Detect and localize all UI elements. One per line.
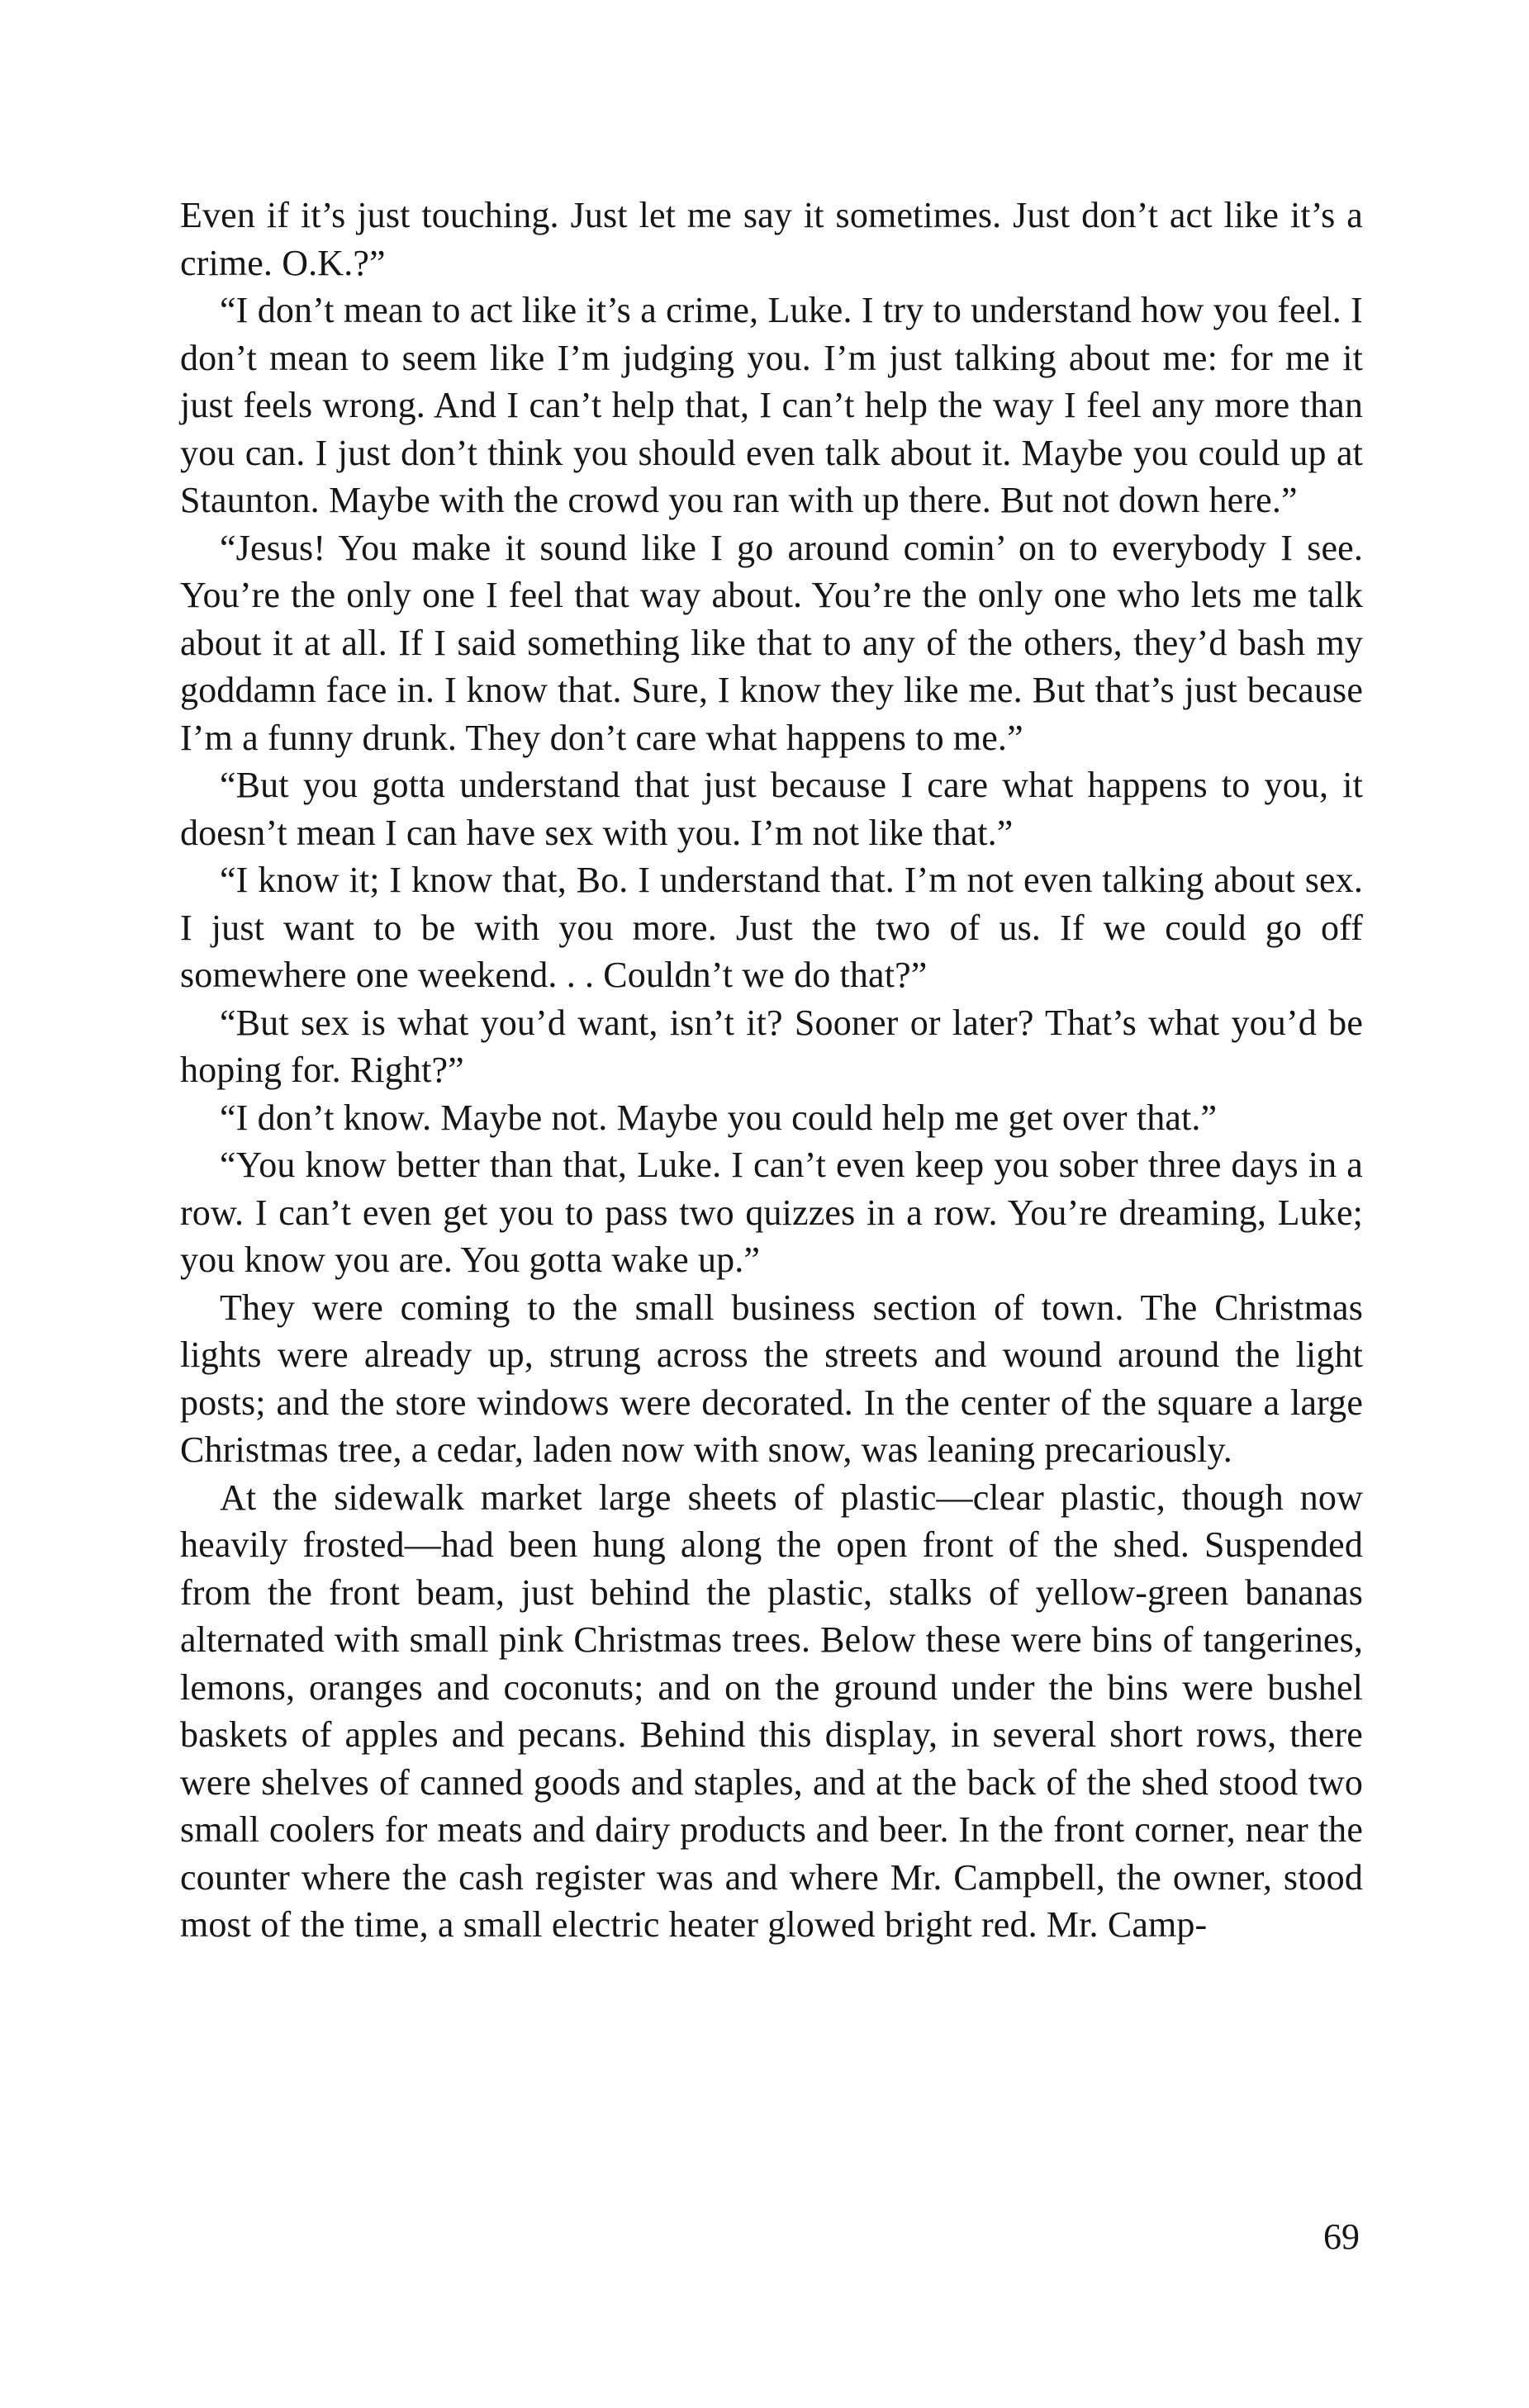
body-text [180,192,1363,1949]
paragraph: “Jesus! You make it sound like I go around comin’ on to everybody I see. You’re the only one I feel that way about. You’re the only one who lets me talk about it at all. If I said something like that to any of the others, they’d bash my goddamn face in. I know that. Sure, I know they like me. But that’s just because I’m a funny drunk. They don’t care what happens to me.” [180,527,1363,758]
paragraph: Even if it’s just touching. Just let me say it sometimes. Just don’t act like it’s a crime. O.K.?” [180,195,1363,283]
paragraph: “I don’t mean to act like it’s a crime, Luke. I try to understand how you feel. I don’t mean to seem like I’m judging you. I’m just talking about me: for me it just feels wrong. And I can’t help that, I can’t help the way I feel any more than you can. I just don’t think you should even talk about it. Maybe you could up at Staunton. Maybe with the crowd you ran with up there. But not down here.” [180,290,1363,520]
paragraph: “But sex is what you’d want, isn’t it? Sooner or later? That’s what you’d be hoping for. Right?” [180,1002,1363,1090]
paragraph: They were coming to the small business section of town. The Christmas lights were already up, strung across the streets and wound around the light posts; and the store windows were decorated. In the center of the square a large Christmas tree, a cedar, laden now with snow, was leaning precariously. [180,1287,1363,1470]
paragraph: “But you gotta understand that just because I care what happens to you, it doesn’t mean I can have sex with you. I’m not like that.” [180,765,1363,853]
paragraph: “I know it; I know that, Bo. I understand that. I’m not even talking about sex. I just want to be with you more. Just the two of us. If we could go off somewhere one weekend. . . Couldn’t we do that?” [180,860,1363,995]
paragraph: At the sidewalk market large sheets of plastic—clear plastic, though now heavily frosted—had been hung along the open front of the shed. Suspended from the front beam, just behind the plastic, stalks of yellow-green bananas alternated with small pink Christmas trees. Below these were bins of tangerines, lemons, oranges and coconuts; and on the ground under the bins were bushel baskets of apples and pecans. Behind this display, in several short rows, there were shelves of canned goods and staples, and at the back of the shed stood two small coolers for meats and dairy products and beer. In the front corner, near the counter where the cash register was and where Mr. Campbell, the owner, stood most of the time, a small electric heater glowed bright red. Mr. Camp- [180,1477,1363,1945]
page-number: 69 [1323,2216,1360,2257]
paragraph: “You know better than that, Luke. I can’t even keep you sober three days in a row. I can’t even get you to pass two quizzes in a row. You’re dreaming, Luke; you know you are. You gotta wake up.” [180,1145,1363,1280]
paragraph: “I don’t know. Maybe not. Maybe you could help me get over that.” [220,1097,1218,1138]
